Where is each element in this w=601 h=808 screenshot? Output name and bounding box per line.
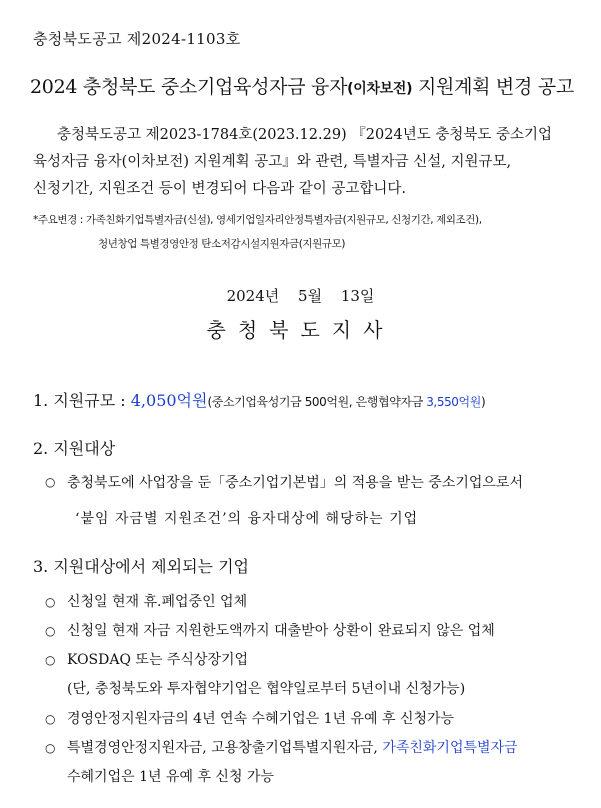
exclusion-item-5-line-2: 수혜기업은 1년 유예 후 신청 가능	[67, 769, 274, 785]
exclusion-item-1: 신청일 현재 휴.폐업중인 업체	[67, 594, 248, 610]
exclusion-item-3: KOSDAQ 또는 주식상장기업	[67, 652, 249, 668]
section3-bullet-1: ○	[45, 595, 56, 609]
intro-line-2: 육성자금 융자(이차보전) 지원계획 공고』와 관련, 특별자금 신설, 지원규모,	[33, 154, 512, 170]
exclusion-item-2: 신청일 현재 자금 지원한도액까지 대출받아 상환이 완료되지 않은 업체	[67, 623, 495, 639]
announcement-date: 2024년 5월 13일	[226, 287, 375, 305]
section1-label: 1. 지원규모 :	[33, 391, 131, 410]
section1-detail-open: (중소기업육성기금 500억원, 은행협약자금	[207, 395, 427, 409]
document-title	[30, 72, 574, 99]
exclusion-item-5	[67, 737, 518, 757]
section2-item-line-2: ‘붙임 자금별 지원조건’의 융자대상에 해당하는 기업	[75, 511, 419, 527]
section3-bullet-5: ○	[45, 741, 56, 755]
section3-bullet-3: ○	[45, 653, 56, 667]
notice-number: 충청북도공고 제2024-1103호	[33, 30, 241, 48]
major-changes-note	[33, 208, 482, 256]
section2-bullet: ○	[45, 475, 56, 489]
section-support-scale	[33, 388, 485, 411]
section1-detail-blue: 3,550억원	[426, 395, 481, 409]
changes-line-2: 청년창업 특별경영안정 탄소저감시설지원자금(지원규모)	[98, 238, 346, 250]
issuer-governor: 충청북도지사	[206, 318, 395, 342]
exclusion-item-5-text: 특별경영안정지원자금, 고용창출기업특별지원자금,	[67, 740, 383, 756]
section3-heading: 3. 지원대상에서 제외되는 기업	[33, 557, 249, 576]
intro-paragraph	[33, 122, 571, 203]
changes-line-1: *주요변경 : 가족친화기업특별자금(신설), 영세기업일자리안정특별자금(지원규모, 신청기간, 제외조건),	[33, 214, 482, 226]
exclusion-item-3-note: (단, 충청북도와 투자협약기업은 협약일로부터 5년이내 신청가능)	[67, 681, 466, 697]
title-subsidy-type: (이차보전)	[347, 81, 413, 97]
exclusion-item-5-highlight: 가족친화기업특별자금	[382, 740, 518, 756]
title-main: 2024 충청북도 중소기업육성자금 융자	[30, 76, 348, 98]
section3-bullet-4: ○	[45, 712, 56, 726]
section2-item-line-1: 충청북도에 사업장을 둔「중소기업기본법」의 적용을 받는 중소기업으로서	[67, 475, 523, 491]
title-tail: 지원계획 변경 공고	[412, 76, 574, 98]
section1-detail-close: )	[480, 395, 486, 409]
intro-line-1: 충청북도공고 제2023-1784호(2023.12.29) 『2024년도 충청북도 중소기업	[57, 127, 552, 143]
intro-line-3: 신청기간, 지원조건 등이 변경되어 다음과 같이 공고합니다.	[33, 181, 407, 197]
section1-amount: 4,050억원	[130, 391, 208, 410]
section3-bullet-2: ○	[45, 624, 56, 638]
exclusion-item-4: 경영안정지원자금의 4년 연속 수혜기업은 1년 유예 후 신청가능	[67, 711, 455, 727]
section2-heading: 2. 지원대상	[33, 439, 116, 458]
